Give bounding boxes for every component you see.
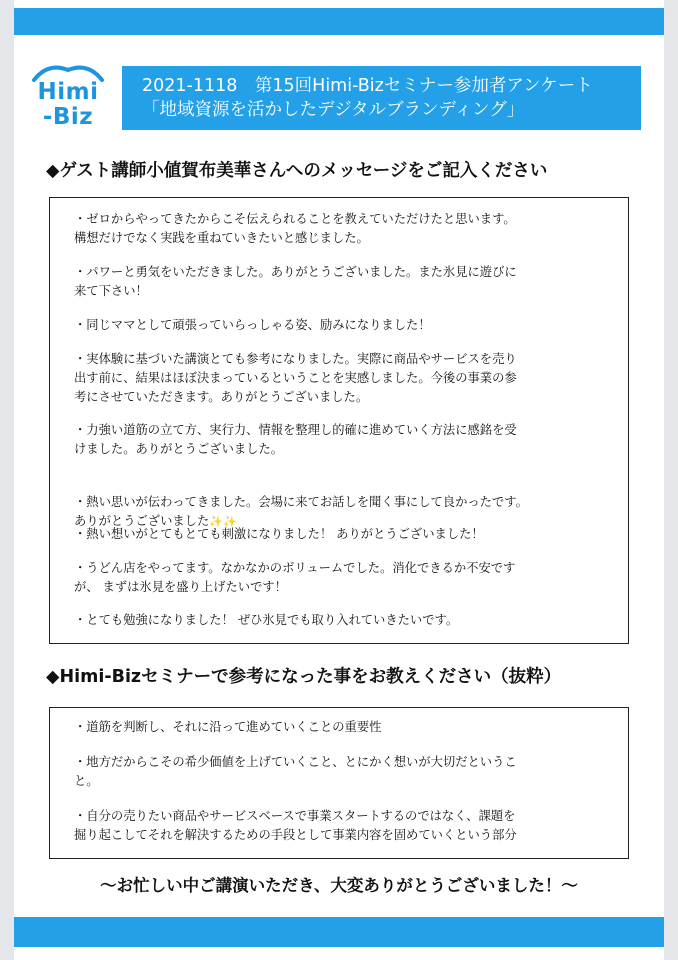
- header-title: 2021-1118 第15回Himi-Bizセミナー参加者アンケート: [142, 76, 593, 96]
- section-1-box: [49, 197, 629, 644]
- header-subtitle: 「地域資源を活かしたデジタルブランディング」: [142, 100, 525, 120]
- logo-line-1: Himi: [37, 79, 99, 105]
- takeaway-item: ・道筋を判断し、それに沿って進めていくことの重要性: [74, 720, 382, 734]
- message-item: ・熱い想いがとてもとても刺激になりました！ ありがとうございました！: [74, 527, 484, 541]
- section-2-box: [49, 707, 629, 859]
- message-item: ・実体験に基づいた講演とても参考になりました。実際に商品やサービスを売り 出す前に、結果はほぼ決まっているということを実感しました。今後の事業の参 考にさせていただきます。ありがとうございました。: [74, 352, 517, 404]
- message-item: ・ゼロからやってきたからこそ伝えられることを教えていただけたと思います。 構想だけでなく実践を重ねていきたいと感じました。: [74, 212, 516, 245]
- header-banner: [122, 66, 641, 130]
- sparkle-icon: ✨✨: [209, 515, 237, 528]
- message-item: ・力強い道筋の立て方、実行力、情報を整理し的確に進めていく方法に感銘を受 けました。ありがとうございました。: [74, 423, 517, 456]
- himi-biz-logo: [28, 60, 108, 130]
- bottom-accent-bar: [14, 917, 664, 947]
- closing-message: 〜お忙しい中ご講演いただき、大変ありがとうございました！〜: [100, 876, 578, 895]
- message-item: ・同じママとして頑張っていらっしゃる姿、励みになりました！: [74, 318, 431, 332]
- section-1-title: ◆ゲスト講師小値賀布美華さんへのメッセージをご記入ください: [46, 161, 548, 181]
- logo-line-2: -Biz: [42, 104, 94, 130]
- section-2-title: ◆Himi-Bizセミナーで参考になった事をお教えください（抜粋）: [46, 667, 562, 687]
- top-accent-bar: [14, 8, 664, 35]
- message-item-with-sparkle: [74, 474, 614, 531]
- message-item: ・うどん店をやってます。なかなかのボリュームでした。消化できるか不安です が、 まずは氷見を盛り上げたいです！: [74, 561, 516, 594]
- takeaway-item: ・地方だからこその希少価値を上げていくこと、とにかく想いが大切だというこ と。: [74, 755, 517, 788]
- message-item: ・とても勉強になりました！ ぜひ氷見でも取り入れていきたいです。: [74, 613, 459, 627]
- message-text: ・熱い思いが伝わってきました。会場に来てお話しを聞く事にして良かったです。 ありがとうございました: [74, 495, 528, 528]
- message-item: ・パワーと勇気をいただきました。ありがとうございました。また氷見に遊びに 来て下さい！: [74, 265, 517, 298]
- takeaway-item: ・自分の売りたい商品やサービスベースで事業スタートするのではなく、課題を 掘り起こしてそれを解決するための手段として事業内容を固めていくという部分: [74, 809, 517, 842]
